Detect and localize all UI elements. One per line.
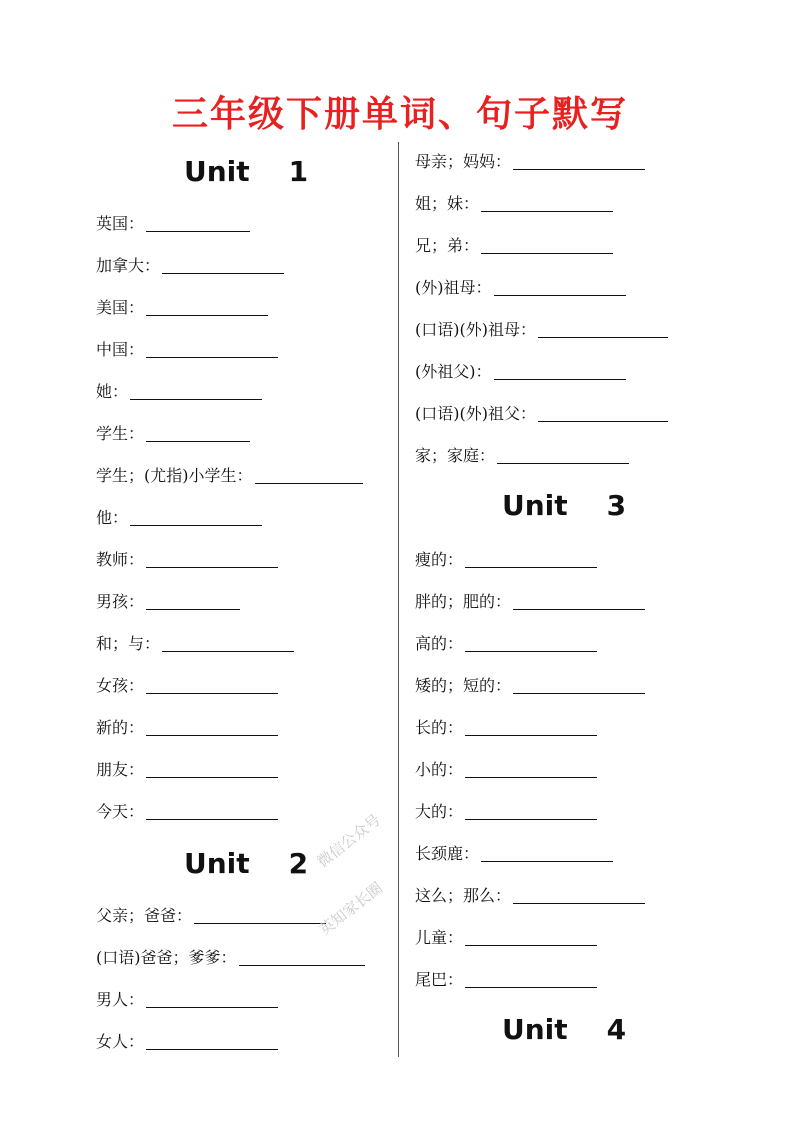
unit-3-heading: Unit 3	[502, 489, 627, 522]
vocab-entry	[96, 990, 278, 1010]
vocab-entry	[96, 634, 294, 654]
entry-prompt: 姐；妹：	[415, 194, 480, 213]
entry-prompt: 女人：	[96, 1032, 145, 1051]
vocab-entry	[96, 592, 240, 612]
entry-prompt: (外)祖母：	[415, 278, 492, 297]
entry-prompt: 今天：	[96, 802, 145, 821]
answer-blank[interactable]	[130, 399, 262, 400]
vocab-entry	[415, 194, 613, 214]
vocab-entry	[415, 928, 597, 948]
unit-4-heading: Unit 4	[502, 1013, 627, 1046]
answer-blank[interactable]	[465, 777, 597, 778]
answer-blank[interactable]	[538, 337, 668, 338]
entry-prompt: 新的：	[96, 718, 145, 737]
entry-prompt: 男孩：	[96, 592, 145, 611]
vocab-entry	[415, 634, 597, 654]
watermark-line-2: 英知家长圈	[315, 878, 386, 939]
vocab-entry	[96, 718, 278, 738]
vocab-entry	[415, 404, 668, 424]
entry-prompt: 学生；(尤指)小学生：	[96, 466, 253, 485]
entry-prompt: 母亲；妈妈：	[415, 152, 512, 171]
watermark	[305, 810, 435, 965]
vocab-entry	[415, 718, 597, 738]
entry-prompt: 她：	[96, 382, 129, 401]
answer-blank[interactable]	[146, 231, 250, 232]
entry-prompt: 大的：	[415, 802, 464, 821]
entry-prompt: (口语)(外)祖母：	[415, 320, 536, 339]
vocab-entry	[415, 886, 645, 906]
answer-blank[interactable]	[465, 651, 597, 652]
answer-blank[interactable]	[465, 987, 597, 988]
answer-blank[interactable]	[146, 735, 278, 736]
vocab-entry	[96, 214, 250, 234]
watermark-line-1: 微信公众号	[313, 810, 384, 871]
entry-prompt: 家；家庭：	[415, 446, 496, 465]
answer-blank[interactable]	[146, 609, 240, 610]
entry-prompt: 长颈鹿：	[415, 844, 480, 863]
entry-prompt: 长的：	[415, 718, 464, 737]
answer-blank[interactable]	[481, 861, 613, 862]
entry-prompt: 学生：	[96, 424, 145, 443]
entry-prompt: 尾巴：	[415, 970, 464, 989]
vocab-entry	[415, 676, 645, 696]
answer-blank[interactable]	[162, 651, 294, 652]
vocab-entry	[96, 760, 278, 780]
answer-blank[interactable]	[481, 211, 613, 212]
answer-blank[interactable]	[130, 525, 262, 526]
vocab-entry	[96, 676, 278, 696]
answer-blank[interactable]	[513, 609, 645, 610]
answer-blank[interactable]	[465, 819, 597, 820]
vocab-entry	[96, 424, 250, 444]
entry-prompt: 教师：	[96, 550, 145, 569]
vocab-entry	[96, 256, 284, 276]
entry-prompt: 和；与：	[96, 634, 161, 653]
vocab-entry	[415, 844, 613, 864]
entry-prompt: 父亲；爸爸：	[96, 906, 193, 925]
answer-blank[interactable]	[146, 777, 278, 778]
entry-prompt: 美国：	[96, 298, 145, 317]
vocab-entry	[415, 970, 597, 990]
vocab-entry	[415, 236, 613, 256]
answer-blank[interactable]	[146, 1007, 278, 1008]
page-title: 三年级下册单词、句子默写	[171, 93, 628, 135]
vocab-entry	[415, 362, 626, 382]
entry-prompt: 儿童：	[415, 928, 464, 947]
answer-blank[interactable]	[146, 567, 278, 568]
vocab-entry	[415, 760, 597, 780]
entry-prompt: 女孩：	[96, 676, 145, 695]
vocab-entry	[415, 446, 629, 466]
entry-prompt: 小的：	[415, 760, 464, 779]
answer-blank[interactable]	[146, 357, 278, 358]
vocab-entry	[96, 1032, 278, 1052]
vocab-entry	[415, 592, 645, 612]
answer-blank[interactable]	[146, 819, 278, 820]
unit-2-heading: Unit 2	[184, 847, 309, 880]
vocab-entry	[415, 320, 668, 340]
answer-blank[interactable]	[481, 253, 613, 254]
entry-prompt: (口语)爸爸；爹爹：	[96, 948, 237, 967]
answer-blank[interactable]	[513, 903, 645, 904]
answer-blank[interactable]	[146, 441, 250, 442]
vocab-entry	[96, 550, 278, 570]
entry-prompt: 他：	[96, 508, 129, 527]
entry-prompt: (口语)(外)祖父：	[415, 404, 536, 423]
answer-blank[interactable]	[494, 379, 626, 380]
entry-prompt: 瘦的：	[415, 550, 464, 569]
entry-prompt: 男人：	[96, 990, 145, 1009]
answer-blank[interactable]	[513, 169, 645, 170]
answer-blank[interactable]	[497, 463, 629, 464]
answer-blank[interactable]	[146, 1049, 278, 1050]
answer-blank[interactable]	[146, 315, 268, 316]
answer-blank[interactable]	[513, 693, 645, 694]
entry-prompt: 高的：	[415, 634, 464, 653]
answer-blank[interactable]	[465, 567, 597, 568]
entry-prompt: 中国：	[96, 340, 145, 359]
vocab-entry	[96, 508, 262, 528]
vocab-entry	[96, 382, 262, 402]
entry-prompt: 胖的；肥的：	[415, 592, 512, 611]
vocab-entry	[96, 802, 278, 822]
entry-prompt: 英国：	[96, 214, 145, 233]
unit-1-heading: Unit 1	[184, 155, 309, 188]
answer-blank[interactable]	[465, 735, 597, 736]
entry-prompt: (外祖父)：	[415, 362, 492, 381]
vocab-entry	[415, 152, 645, 172]
vocab-entry	[96, 906, 326, 926]
answer-blank[interactable]	[162, 273, 284, 274]
answer-blank[interactable]	[146, 693, 278, 694]
vocab-entry	[96, 340, 278, 360]
answer-blank[interactable]	[239, 965, 365, 966]
vocab-entry	[415, 550, 597, 570]
entry-prompt: 兄；弟：	[415, 236, 480, 255]
entry-prompt: 这么；那么：	[415, 886, 512, 905]
answer-blank[interactable]	[494, 295, 626, 296]
vocab-entry	[415, 278, 626, 298]
vocab-entry	[96, 298, 268, 318]
entry-prompt: 矮的；短的：	[415, 676, 512, 695]
vocab-entry	[96, 466, 363, 486]
answer-blank[interactable]	[255, 483, 363, 484]
vocab-entry	[415, 802, 597, 822]
entry-prompt: 加拿大：	[96, 256, 161, 275]
answer-blank[interactable]	[538, 421, 668, 422]
entry-prompt: 朋友：	[96, 760, 145, 779]
answer-blank[interactable]	[465, 945, 597, 946]
